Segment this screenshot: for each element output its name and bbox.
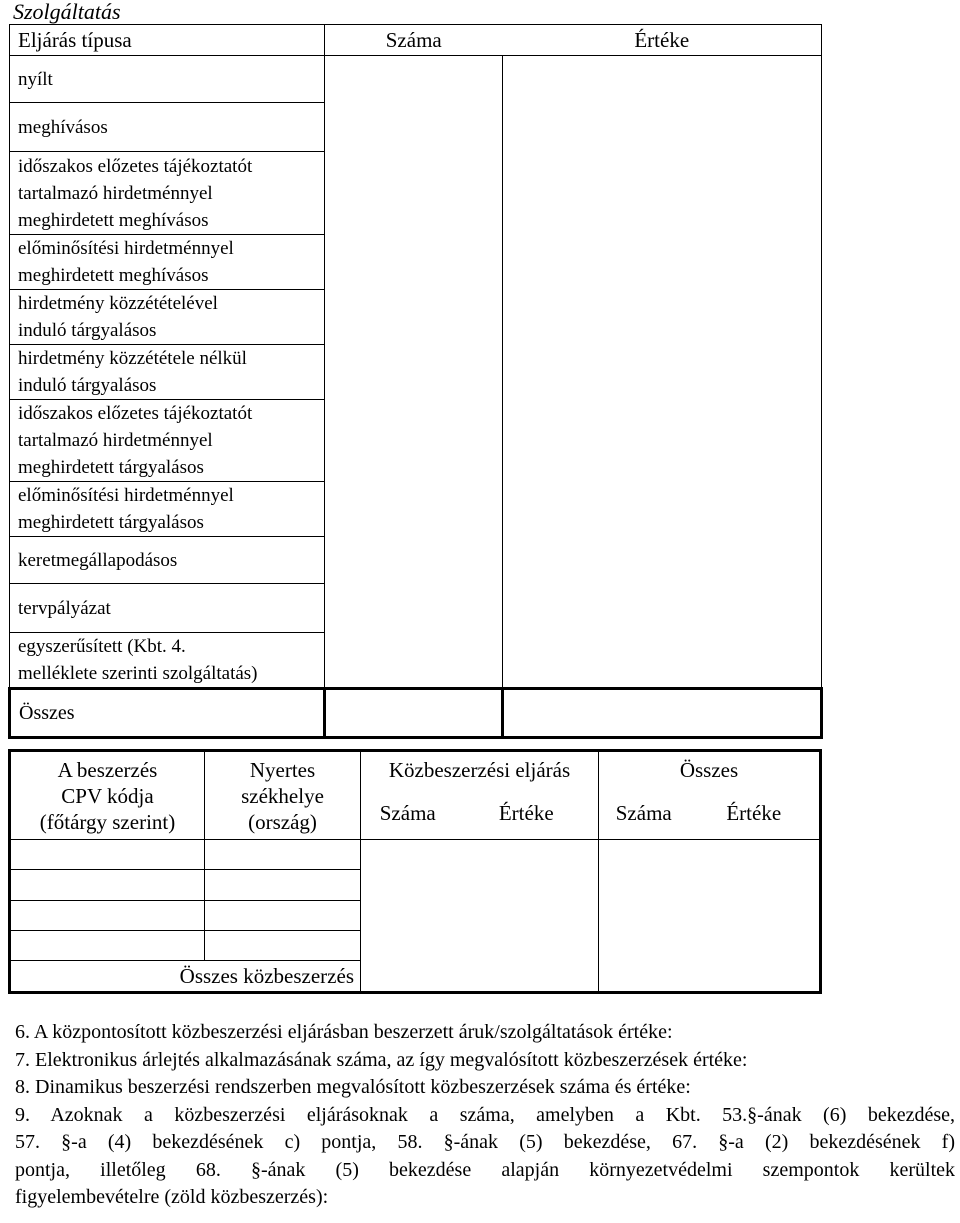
procedure-label: tervpályázat: [10, 584, 325, 633]
header-procedure-type: Eljárás típusa: [10, 25, 325, 56]
total-row: [10, 689, 822, 738]
procedure-cell: [361, 901, 599, 931]
table-row: [10, 56, 822, 103]
table-row: [10, 840, 821, 870]
total-value-cell: [503, 689, 822, 738]
winner-cell: [205, 840, 361, 870]
procedure-label: időszakos előzetes tájékoztatót tartalmazó hirdetménnyel meghirdetett tárgyalásos: [10, 400, 325, 482]
procedure-label: nyílt: [10, 56, 325, 103]
header-cpv-code: A beszerzés CPV kódja (főtárgy szerint): [10, 751, 205, 840]
total-cell: [599, 901, 821, 931]
subheader-value: Értéke: [689, 788, 821, 840]
note-7: 7. Elektronikus árlejtés alkalmazásának száma, az így megvalósított közbeszerzések értéke:: [15, 1048, 748, 1071]
note-9-line-1: 9. Azoknak a közbeszerzési eljárásoknak a száma, amelyben a Kbt. 53.§-ának (6) bekezdése,: [15, 1103, 955, 1126]
subheader-value: Értéke: [455, 788, 599, 840]
table-header-row: [10, 25, 822, 56]
total-label: Összes: [10, 689, 325, 738]
note-6: 6. A központosított közbeszerzési eljárásban beszerzett áruk/szolgáltatások értéke:: [15, 1021, 673, 1043]
total-total-cell: [599, 961, 821, 993]
note-9-line-3: pontja, illetőleg 68. §-ának (5) bekezdése alapján környezetvédelmi szempontok kerültek: [15, 1158, 955, 1181]
procedure-label: meghívásos: [10, 103, 325, 152]
total-cell: [599, 931, 821, 961]
subheader-number: Száma: [599, 788, 689, 840]
footer-notes: [15, 1019, 955, 1212]
number-column: [325, 56, 503, 689]
cpv-cell: [10, 901, 205, 931]
total-cell: [599, 870, 821, 901]
procedure-cell: [361, 840, 599, 870]
table-row: [10, 931, 821, 961]
procedure-label: előminősítési hirdetménnyel meghirdetett tárgyalásos: [10, 482, 325, 537]
header-procurement-procedure: Közbeszerzési eljárás: [361, 751, 599, 788]
table-row: [10, 870, 821, 901]
table-header-row: [10, 751, 821, 788]
total-row: [10, 961, 821, 993]
total-cell: [599, 840, 821, 870]
procedure-cell: [361, 870, 599, 901]
cpv-cell: [10, 931, 205, 961]
procedure-label: előminősítési hirdetménnyel meghirdetett meghívásos: [10, 235, 325, 290]
note-9-line-2: 57. §-a (4) bekezdésének c) pontja, 58. §-ának (5) bekezdése, 67. §-a (2) bekezdésének f): [15, 1131, 955, 1153]
header-number: Száma: [325, 25, 503, 56]
winner-cell: [205, 870, 361, 901]
header-total: Összes: [599, 751, 821, 788]
procedure-label: egyszerűsített (Kbt. 4. melléklete szerinti szolgáltatás): [10, 633, 325, 689]
winner-cell: [205, 931, 361, 961]
procedure-label: hirdetmény közzétételével induló tárgyalásos: [10, 290, 325, 345]
cpv-table: [8, 749, 822, 994]
procedure-label: időszakos előzetes tájékoztatót tartalmazó hirdetménnyel meghirdetett meghívásos: [10, 152, 325, 235]
procedure-cell: [361, 931, 599, 961]
header-winner-seat: Nyertes székhelye (ország): [205, 751, 361, 840]
section-title: Szolgáltatás: [13, 0, 121, 24]
total-procedure-cell: [361, 961, 599, 993]
total-number-cell: [325, 689, 503, 738]
cpv-cell: [10, 840, 205, 870]
note-8: 8. Dinamikus beszerzési rendszerben megvalósított közbeszerzések száma és értéke:: [15, 1076, 691, 1098]
table-row: [10, 901, 821, 931]
procedure-label: hirdetmény közzététele nélkül induló tárgyalásos: [10, 345, 325, 400]
value-column: [503, 56, 822, 689]
note-9-line-4: figyelembevételre (zöld közbeszerzés):: [15, 1186, 329, 1208]
cpv-cell: [10, 870, 205, 901]
subheader-number: Száma: [361, 788, 455, 840]
procedure-label: keretmegállapodásos: [10, 537, 325, 584]
header-value: Értéke: [503, 25, 822, 56]
procedure-type-table: [8, 24, 823, 739]
winner-cell: [205, 901, 361, 931]
total-procurement-label: Összes közbeszerzés: [10, 961, 361, 993]
